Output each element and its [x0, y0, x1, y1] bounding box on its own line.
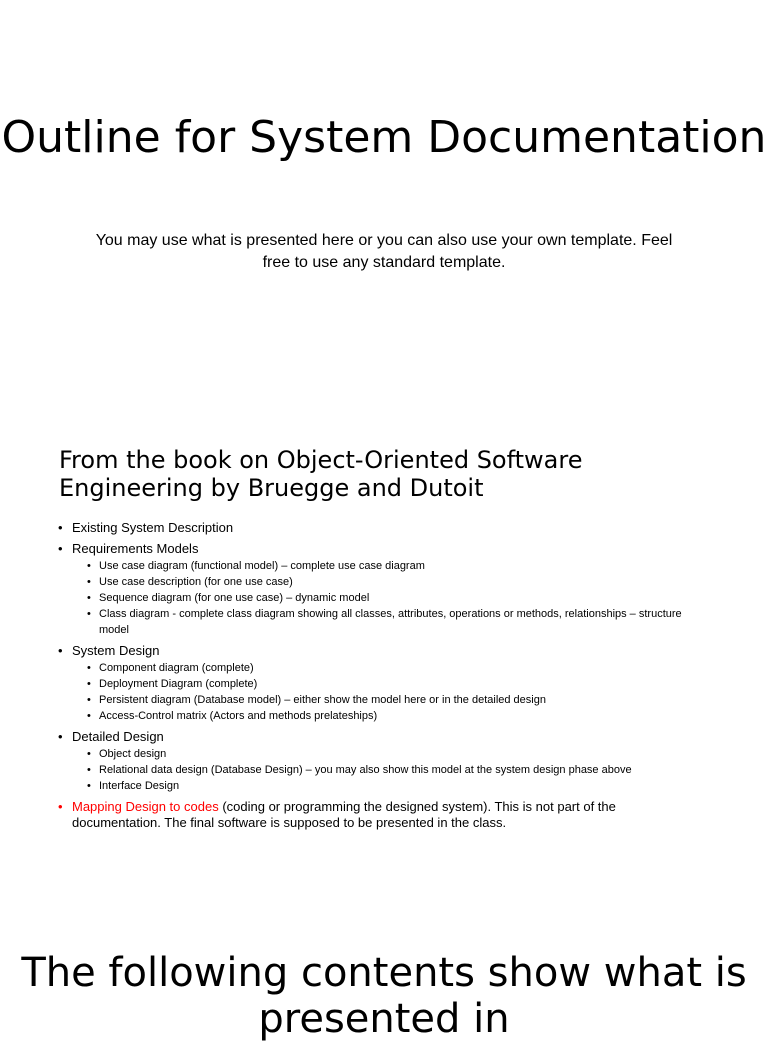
outline-list	[58, 520, 698, 836]
outline-item	[58, 520, 698, 536]
slide-title	[0, 0, 768, 420]
bullet-icon: •	[87, 576, 91, 588]
outline-item	[58, 643, 698, 724]
sub-item-label: Deployment Diagram (complete)	[99, 678, 258, 690]
bullet-icon: •	[58, 799, 63, 814]
bullet-icon: •	[87, 662, 91, 674]
mapping-description: (coding or programming the designed system). This is not part of the documentation. The final software is supposed to be presented in the class.	[72, 799, 616, 830]
sub-item-label: Object design	[99, 748, 167, 760]
bullet-icon: •	[87, 694, 91, 706]
bullet-icon: •	[87, 764, 91, 776]
outline-item	[58, 541, 698, 638]
sub-item-label: Persistent diagram (Database model) – either show the model here or in the detailed design	[99, 694, 546, 706]
sub-item	[72, 708, 698, 724]
bullet-icon: •	[87, 608, 91, 620]
outline-item-label: Requirements Models	[72, 541, 199, 556]
sub-item-label: Class diagram - complete class diagram showing all classes, attributes, operations or methods, relationships – structure model	[99, 608, 682, 636]
sub-list	[72, 558, 698, 638]
bullet-icon: •	[58, 541, 63, 556]
sub-item	[72, 590, 698, 606]
outline-heading: From the book on Object-Oriented Software Engineering by Bruegge and Dutoit	[59, 446, 583, 502]
sub-item	[72, 762, 698, 778]
sub-item	[72, 606, 698, 638]
sub-item	[72, 574, 698, 590]
sub-item	[72, 746, 698, 762]
sub-item-label: Interface Design	[99, 780, 180, 792]
bullet-icon: •	[87, 780, 91, 792]
sub-item-label: Component diagram (complete)	[99, 662, 254, 674]
slide-outline	[0, 420, 768, 880]
sub-item-label: Relational data design (Database Design) – you may also show this model at the system design phase above	[99, 764, 632, 776]
bullet-icon: •	[87, 710, 91, 722]
outline-item-label: Existing System Description	[72, 520, 234, 535]
sub-item-label: Access-Control matrix (Actors and methods prelateships)	[99, 710, 378, 722]
bullet-icon: •	[58, 729, 63, 744]
sub-item	[72, 778, 698, 794]
bullet-icon: •	[58, 643, 63, 658]
contents-heading: The following contents show what is presented in	[21, 950, 747, 1042]
bullet-icon: •	[58, 520, 63, 535]
outline-item-label: System Design	[72, 643, 160, 658]
bullet-icon: •	[87, 678, 91, 690]
sub-item-label: Sequence diagram (for one use case) – dynamic model	[99, 592, 370, 604]
page-title: Outline for System Documentation	[1, 112, 767, 163]
slide-contents	[0, 880, 768, 1042]
outline-item-label: Detailed Design	[72, 729, 164, 744]
sub-list	[72, 660, 698, 724]
bullet-icon: •	[87, 748, 91, 760]
sub-item	[72, 660, 698, 676]
bullet-icon: •	[87, 592, 91, 604]
sub-item	[72, 558, 698, 574]
sub-item-label: Use case diagram (functional model) – complete use case diagram	[99, 560, 425, 572]
outline-item	[58, 729, 698, 794]
sub-list	[72, 746, 698, 794]
outline-item-mapping	[58, 799, 698, 831]
subtitle: You may use what is presented here or you can also use your own template. Feel free to use any standard template.	[95, 232, 673, 271]
highlight-text: Mapping Design to codes	[72, 799, 219, 814]
sub-item	[72, 676, 698, 692]
sub-item-label: Use case description (for one use case)	[99, 576, 293, 588]
bullet-icon: •	[87, 560, 91, 572]
sub-item	[72, 692, 698, 708]
